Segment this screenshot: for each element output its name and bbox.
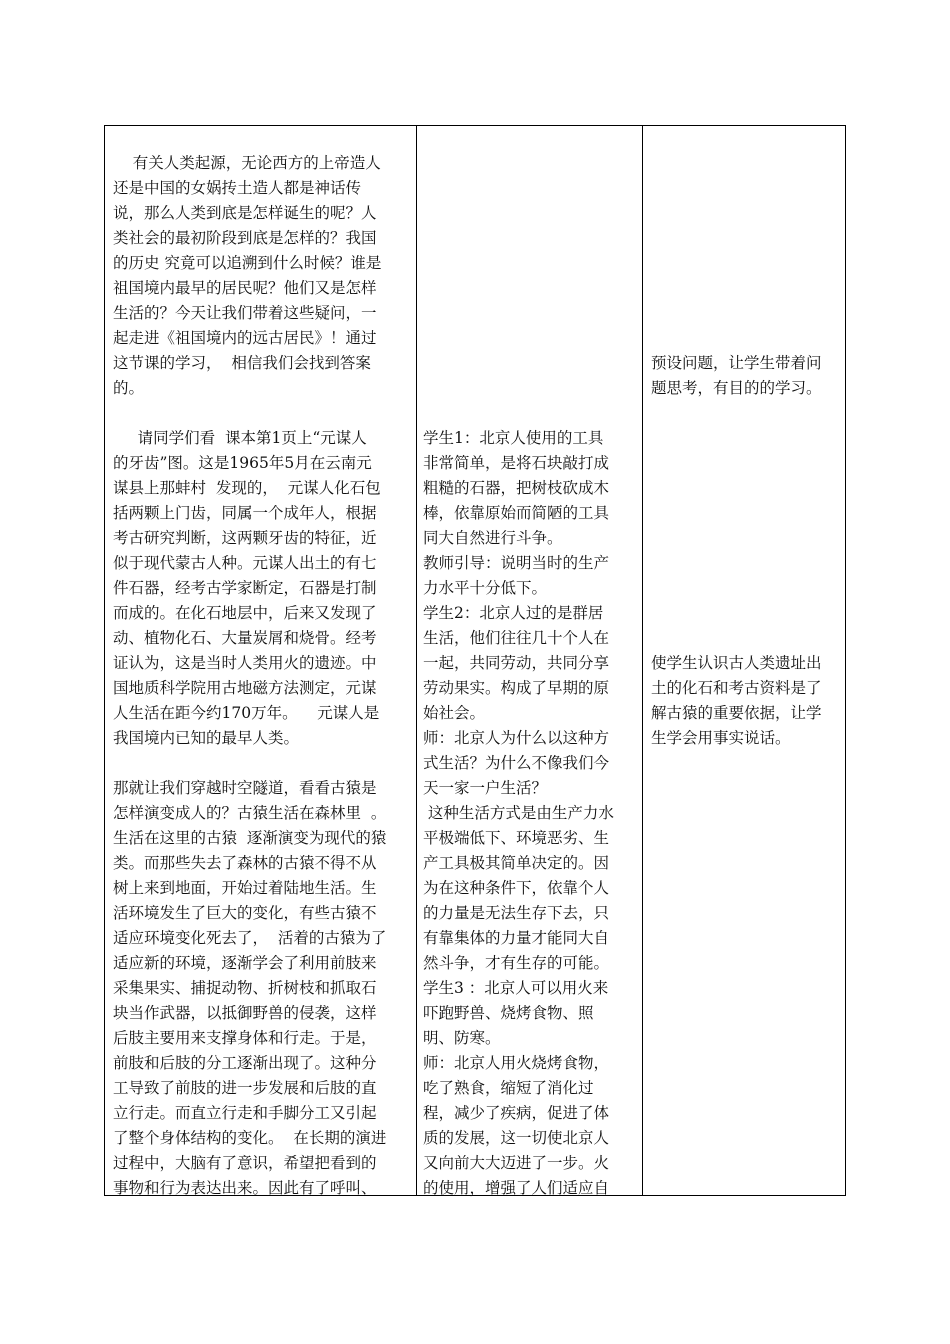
- text-line: 类社会的最初阶段到底是怎样的？我国: [113, 229, 377, 247]
- text-line: 类。而那些失去了森林的古猿不得不从: [113, 854, 377, 872]
- text-line: 括两颗上门齿，同属一个成年人，根据: [113, 504, 377, 522]
- text-line: 为在这种条件下，依靠个人: [423, 879, 610, 897]
- intent-note-2: [651, 651, 839, 751]
- text-line: 预设问题，让学生带着问: [651, 354, 822, 372]
- text-line: 这种生活方式是由生产力水: [423, 804, 614, 822]
- text-line: 的力量是无法生存下去，只: [423, 904, 610, 922]
- text-line: 后肢主要用来支撑身体和行走。于是，: [113, 1029, 377, 1047]
- text-line: 非常简单，是将石块敲打成: [423, 454, 610, 472]
- text-line: 生活在这里的古猿 逐渐演变为现代的猿: [113, 829, 387, 847]
- yuanmou-paragraph: [113, 426, 411, 751]
- text-line: 活环境发生了巨大的变化，有些古猿不: [113, 904, 377, 922]
- text-line: 起走进《祖国境内的远古居民》！通过: [113, 329, 377, 347]
- text-line: 程，减少了疾病，促进了体: [423, 1104, 610, 1122]
- text-line: 一起，共同劳动，共同分享: [423, 654, 610, 672]
- text-line: 的使用，增强了人们适应自: [423, 1179, 610, 1197]
- text-line: 的。: [113, 379, 145, 397]
- text-line: 谋县上那蚌村 发现的， 元谋人化石包: [113, 479, 381, 497]
- lesson-table: [104, 125, 846, 1196]
- text-line: 吓跑野兽、烧烤食物、照: [423, 1004, 594, 1022]
- text-line: 证认为，这是当时人类用火的遗迹。中: [113, 654, 377, 672]
- text-line: 立行走。而直立行走和手脚分工又引起: [113, 1104, 377, 1122]
- text-line: 事物和行为表达出来。因此有了呼叫、: [113, 1179, 377, 1197]
- text-line: 生活，他们往往几十个人在: [423, 629, 610, 647]
- student-discussion: [423, 426, 633, 1201]
- text-line: 劳动果实。构成了早期的原: [423, 679, 610, 697]
- text-line: 适应新的环境，逐渐学会了利用前肢来: [113, 954, 377, 972]
- text-line: 平极端低下、环境恶劣、生: [423, 829, 610, 847]
- text-line: 生活的？今天让我们带着这些疑问，一: [113, 304, 377, 322]
- text-line: 国地质科学院用古地磁方法测定，元谋: [113, 679, 377, 697]
- text-line: 那就让我们穿越时空隧道，看看古猿是: [113, 779, 377, 797]
- text-line: 生学会用事实说话。: [651, 729, 791, 747]
- text-line: 了整个身体结构的变化。 在长期的演进: [113, 1129, 387, 1147]
- text-line: 师：北京人为什么以这种方: [423, 729, 610, 747]
- text-line: 始社会。: [423, 704, 486, 722]
- text-line: 师：北京人用火烧烤食物，: [423, 1054, 610, 1072]
- text-line: 吃了熟食，缩短了消化过: [423, 1079, 594, 1097]
- text-line: 块当作武器，以抵御野兽的侵袭，这样: [113, 1004, 377, 1022]
- intent-note-1: [651, 351, 839, 401]
- text-line: 祖国境内最早的居民呢？他们又是怎样: [113, 279, 377, 297]
- text-line: 采集果实、捕捉动物、折树枝和抓取石: [113, 979, 377, 997]
- text-line: 天一家一户生活？: [423, 779, 548, 797]
- text-line: 考古研究判断，这两颗牙齿的特征，近: [113, 529, 377, 547]
- text-line: 学生2：北京人过的是群居: [423, 604, 604, 622]
- text-line: 质的发展，这一切使北京人: [423, 1129, 610, 1147]
- text-line: 粗糙的石器，把树枝砍成木: [423, 479, 610, 497]
- text-line: 土的化石和考古资料是了: [651, 679, 822, 697]
- text-line: 我国境内已知的最早人类。: [113, 729, 300, 747]
- column-divider: [416, 126, 417, 1195]
- text-line: 解古猿的重要依据，让学: [651, 704, 822, 722]
- text-line: 件石器，经考古学家断定，石器是打制: [113, 579, 377, 597]
- text-line: 过程中，大脑有了意识，希望把看到的: [113, 1154, 377, 1172]
- text-line: 题思考，有目的的学习。: [651, 379, 822, 397]
- text-line: 教师引导：说明当时的生产: [423, 554, 610, 572]
- text-line: 动、植物化石、大量炭屑和烧骨。经考: [113, 629, 377, 647]
- text-line: 的牙齿”图。这是1965年5月在云南元: [113, 454, 372, 472]
- text-line: 适应环境变化死去了， 活着的古猿为了: [113, 929, 387, 947]
- text-line: 怎样演变成人的？古猿生活在森林里 。: [113, 804, 387, 822]
- text-line: 又向前大大迈进了一步。火: [423, 1154, 610, 1172]
- text-line: 棒，依靠原始而简陋的工具: [423, 504, 610, 522]
- ape-evolution-paragraph: [113, 776, 411, 1201]
- text-line: 式生活？为什么不像我们今: [423, 754, 610, 772]
- text-line: 然斗争，才有生存的可能。: [423, 954, 610, 972]
- text-line: 产工具极其简单决定的。因: [423, 854, 610, 872]
- column-divider: [642, 126, 643, 1195]
- text-line: 而成的。在化石地层中，后来又发现了: [113, 604, 377, 622]
- text-line: 似于现代蒙古人种。元谋人出土的有七: [113, 554, 377, 572]
- text-line: 力水平十分低下。: [423, 579, 548, 597]
- text-line: 说，那么人类到底是怎样诞生的呢？人: [113, 204, 377, 222]
- intro-paragraph: [113, 151, 411, 401]
- text-line: 使学生认识古人类遗址出: [651, 654, 822, 672]
- text-line: 有靠集体的力量才能同大自: [423, 929, 610, 947]
- text-line: 同大自然进行斗争。: [423, 529, 563, 547]
- text-line: 的历史 究竟可以追溯到什么时候？谁是: [113, 254, 382, 272]
- text-line: 工导致了前肢的进一步发展和后肢的直: [113, 1079, 377, 1097]
- text-line: 还是中国的女娲抟土造人都是神话传: [113, 179, 362, 197]
- text-line: 树上来到地面，开始过着陆地生活。生: [113, 879, 377, 897]
- text-line: 人生活在距今约170万年。 元谋人是: [113, 704, 380, 722]
- text-line: 前肢和后肢的分工逐渐出现了。这种分: [113, 1054, 377, 1072]
- text-line: 明、防寒。: [423, 1029, 501, 1047]
- text-line: 学生3 ：北京人可以用火来: [423, 979, 609, 997]
- text-line: 请同学们看 课本第1页上“元谋人: [113, 429, 367, 447]
- text-line: 有关人类起源，无论西方的上帝造人: [113, 154, 381, 172]
- text-line: 学生1：北京人使用的工具: [423, 429, 604, 447]
- text-line: 这节课的学习， 相信我们会找到答案: [113, 354, 371, 372]
